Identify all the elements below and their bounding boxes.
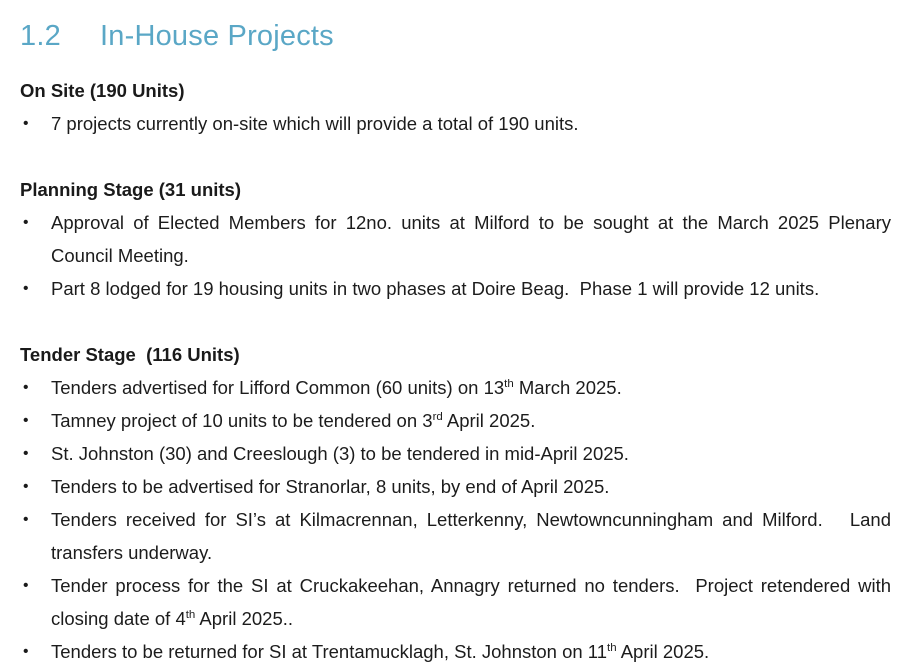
page-title (20, 16, 891, 56)
bullet-item (51, 371, 891, 404)
document-section (20, 74, 891, 140)
bullet-list (20, 371, 891, 668)
ordinal-superscript: th (185, 608, 196, 621)
bullet-text: Tamney project of 10 units to be tendered on 3 (51, 410, 433, 431)
bullet-item (51, 470, 891, 503)
bullet-text: Tenders received for SI’s at Kilmacrennan, Letterkenny, Newtowncunningham and Milford. Land transfers underway. (51, 509, 891, 563)
section-title: On Site (190 Units) (20, 80, 185, 101)
bullet-text: Tenders to be advertised for Stranorlar, 8 units, by end of April 2025. (51, 476, 610, 497)
bullet-text: Tender process for the SI at Cruckakeehan, Annagry returned no tenders. Project retendered with closing date of 4 (51, 575, 891, 629)
section-title: Planning Stage (31 units) (20, 179, 241, 200)
bullet-text: Approval of Elected Members for 12no. units at Milford to be sought at the March 2025 Plenary Council Meeting. (51, 212, 891, 266)
bullet-item (51, 107, 891, 140)
ordinal-superscript: rd (432, 410, 443, 423)
bullet-list (20, 206, 891, 305)
bullet-item (51, 272, 891, 305)
bullet-text: April 2025. (616, 641, 710, 662)
ordinal-superscript: th (607, 641, 617, 654)
bullet-item (51, 635, 891, 668)
ordinal-superscript: th (504, 377, 514, 390)
heading-number: 1.2 (20, 20, 61, 52)
bullet-item (51, 437, 891, 470)
bullet-text: St. Johnston (30) and Creeslough (3) to be tendered in mid-April 2025. (51, 443, 629, 464)
bullet-text: April 2025. (442, 410, 536, 431)
section-title: Tender Stage (116 Units) (20, 344, 240, 365)
bullet-item (51, 503, 891, 569)
bullet-text: Tenders advertised for Lifford Common (60 units) on 13 (51, 377, 505, 398)
bullet-item (51, 206, 891, 272)
bullet-item (51, 404, 891, 437)
heading-title: In-House Projects (100, 20, 334, 52)
bullet-list (20, 107, 891, 140)
document-section (20, 338, 891, 668)
bullet-item (51, 569, 891, 635)
bullet-text: 7 projects currently on-site which will provide a total of 190 units. (51, 113, 579, 134)
document-body (20, 74, 891, 668)
bullet-text: March 2025. (513, 377, 622, 398)
bullet-text: April 2025.. (195, 608, 294, 629)
bullet-text: Tenders to be returned for SI at Trentamucklagh, St. Johnston on 11 (51, 641, 608, 662)
bullet-text: Part 8 lodged for 19 housing units in two phases at Doire Beag. Phase 1 will provide 12 units. (51, 278, 820, 299)
document-section (20, 173, 891, 305)
